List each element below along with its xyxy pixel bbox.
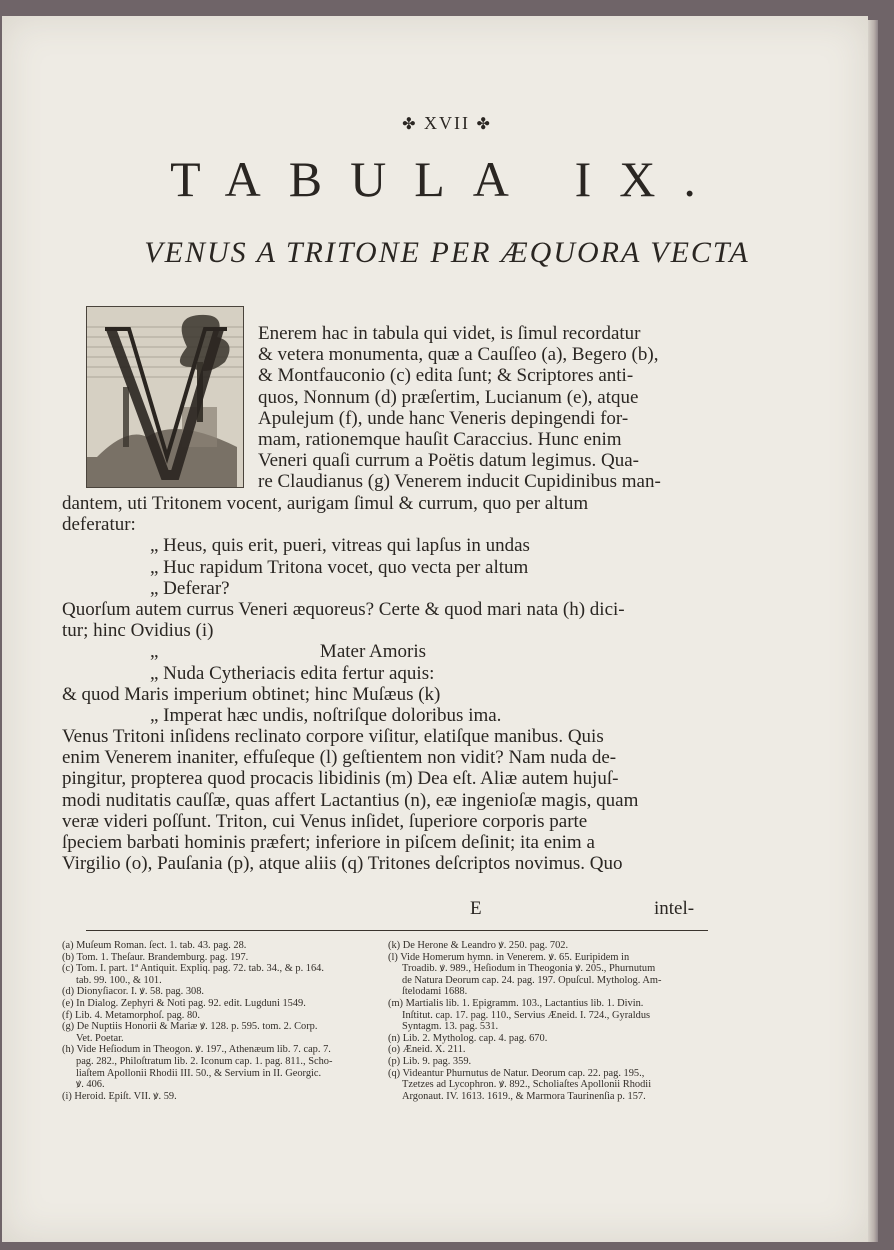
text-line: Veneri quaſi currum a Poëtis datum legimus. Qua- [258,450,639,472]
plate-subtitle: VENUS A TRITONE PER ÆQUORA VECTA [144,236,750,269]
text-line: modi nuditatis cauſſæ, quas affert Lactantius (n), eæ ingenioſæ magis, quam [62,789,639,811]
footnote: ſtelodami 1688. [402,986,468,998]
verse-line: „ Deferar? [150,577,230,599]
verse-line: „ Imperat hæc undis, noſtriſque doloribus ima. [150,704,502,726]
footnote: (a) Muſeum Roman. ſect. 1. tab. 43. pag. 28. [62,940,247,951]
verse-line: „ Heus, quis erit, pueri, vitreas qui lapſus in undas [150,535,530,557]
verse-line: „ Huc rapidum Tritona vocet, quo vecta per altum [150,556,529,578]
text-line: Enerem hac in tabula qui videt, is ſimul recordatur [258,323,641,344]
footnote: (i) Heroid. Epiſt. VII. ꝟ. 59. [62,1090,177,1102]
footnote: (e) In Dialog. Zephyri & Noti pag. 92. edit. Lugduni 1549. [62,997,306,1009]
text-line: veræ videri poſſunt. Triton, cui Venus inſidet, ſuperiore corporis parte [62,810,588,832]
text-line: Venus Tritoni inſidens reclinato corpore viſitur, elatiſque manibus. Quis [62,726,604,748]
footnote: (f) Lib. 4. Metamorphoſ. pag. 80. [62,1009,200,1021]
text-line: pingitur, propterea quod procacis libidinis (m) Dea eſt. Aliæ autem hujuſ- [62,768,619,790]
text-line: re Claudianus (g) Venerem inducit Cupidinibus man- [258,471,661,493]
footnote: de Natura Deorum cap. 24. pag. 197. Opuſcul. Mytholog. Am- [402,974,662,986]
signature-mark: E [470,898,482,919]
page-number: ✤ XVII ✤ [402,113,492,133]
verse-line: „ Nuda Cytheriacis edita fertur aquis: [150,662,435,684]
footnote: ꝟ. 406. [76,1079,105,1091]
footnote: (c) Tom. I. part. 1ª Antiquit. Expliq. pag. 72. tab. 34., & p. 164. [62,963,324,975]
footnote: (h) Vide Heſiodum in Theogon. ꝟ. 197., Athenæum lib. 7. cap. 7. [62,1044,331,1056]
footnote: liaſtem Apollonii Rhodii III. 50., & Servium in II. Georgic. [76,1067,322,1079]
footnote: (k) De Herone & Leandro ꝟ. 250. pag. 702. [388,940,569,951]
text-line: enim Venerem inaniter, effuſeque (l) geſtientem non vidit? Nam nuda de- [62,747,617,769]
footnote: Inſtitut. cap. 17. pag. 110., Servius Æneid. I. 724., Gyraldus [402,1009,651,1021]
footnote: Troadib. ꝟ. 989., Heſiodum in Theogonia ꝟ. 205., Phurnutum [402,963,656,975]
footnote: (b) Tom. 1. Theſaur. Brandemburg. pag. 197. [62,951,249,963]
footnote: (d) Dionyſiacor. I. ꝟ. 58. pag. 308. [62,986,205,998]
footnote: (m) Martialis lib. 1. Epigramm. 103., Lactantius lib. 1. Divin. [388,997,644,1009]
footnote: (q) Videantur Phurnutus de Natur. Deorum cap. 22. pag. 195., [388,1067,645,1079]
footnotes-left [62,940,332,1102]
text-line: Apulejum (f), unde hanc Veneris depingendi for- [258,407,629,429]
footnote: (g) De Nuptiis Honorii & Mariæ ꝟ. 128. p. 595. tom. 2. Corp. [62,1021,318,1033]
text-line: quos, Nonnum (d) præſertim, Lucianum (e), atque [258,386,639,408]
text-line: ſpeciem barbati hominis præfert; inferiore in piſcem deſinit; ita enim a [62,832,595,853]
footnote: (o) Æneid. X. 211. [388,1044,466,1056]
footnote: (l) Vide Homerum hymn. in Venerem. ꝟ. 65. Euripidem in [388,951,630,963]
initial-paragraph [258,323,661,493]
ornament-right-icon: ✤ [476,116,492,133]
footnote: tab. 99. 100., & 101. [76,974,162,986]
text-line: mam, rationemque hauſit Caraccius. Hunc enim [258,428,622,450]
footnote: (n) Lib. 2. Mytholog. cap. 4. pag. 670. [388,1032,548,1044]
footnote: Argonaut. IV. 1613. 1619., & Marmora Taurinenſia p. 157. [402,1090,646,1102]
text-line: & quod Maris imperium obtinet; hinc Muſæus (k) [62,683,441,705]
text-line: deferatur: [62,514,136,536]
plate-title: TABULA IX. [170,151,724,207]
text-line: Quorſum autem currus Veneri æquoreus? Certe & quod mari nata (h) dici- [62,598,625,620]
footnote-rule [86,930,708,931]
initial-engraving-icon [87,307,243,487]
footnote: Syntagm. 13. pag. 531. [402,1021,499,1033]
verse-line: „ Mater Amoris [150,641,427,663]
ornament-left-icon: ✤ [402,116,418,133]
text-line: dantem, uti Tritonem vocent, aurigam ſimul & currum, quo per altum [62,493,589,514]
footnote: pag. 282., Philoſtratum lib. 2. Iconum cap. 1. pag. 811., Scho- [76,1055,333,1067]
body-text [0,493,638,874]
footnote: Tzetzes ad Lycophron. ꝟ. 892., Scholiaſtes Apollonii Rhodii [402,1079,652,1091]
text-line: & Montfauconio (c) edita ſunt; & Scriptores anti- [258,365,634,387]
text-line: tur; hinc Ovidius (i) [62,620,214,642]
catchword: intel- [654,898,695,919]
text-line: & vetera monumenta, quæ a Cauſſeo (a), Begero (b), [258,344,659,366]
text-line: Virgilio (o), Pauſania (p), atque aliis (q) Tritones deſcriptos novimus. Quo [62,853,623,875]
footnote: Vet. Poetar. [76,1032,124,1044]
footnote: (p) Lib. 9. pag. 359. [388,1055,472,1067]
decorated-initial-v [86,306,244,488]
footnotes-right [388,940,661,1102]
